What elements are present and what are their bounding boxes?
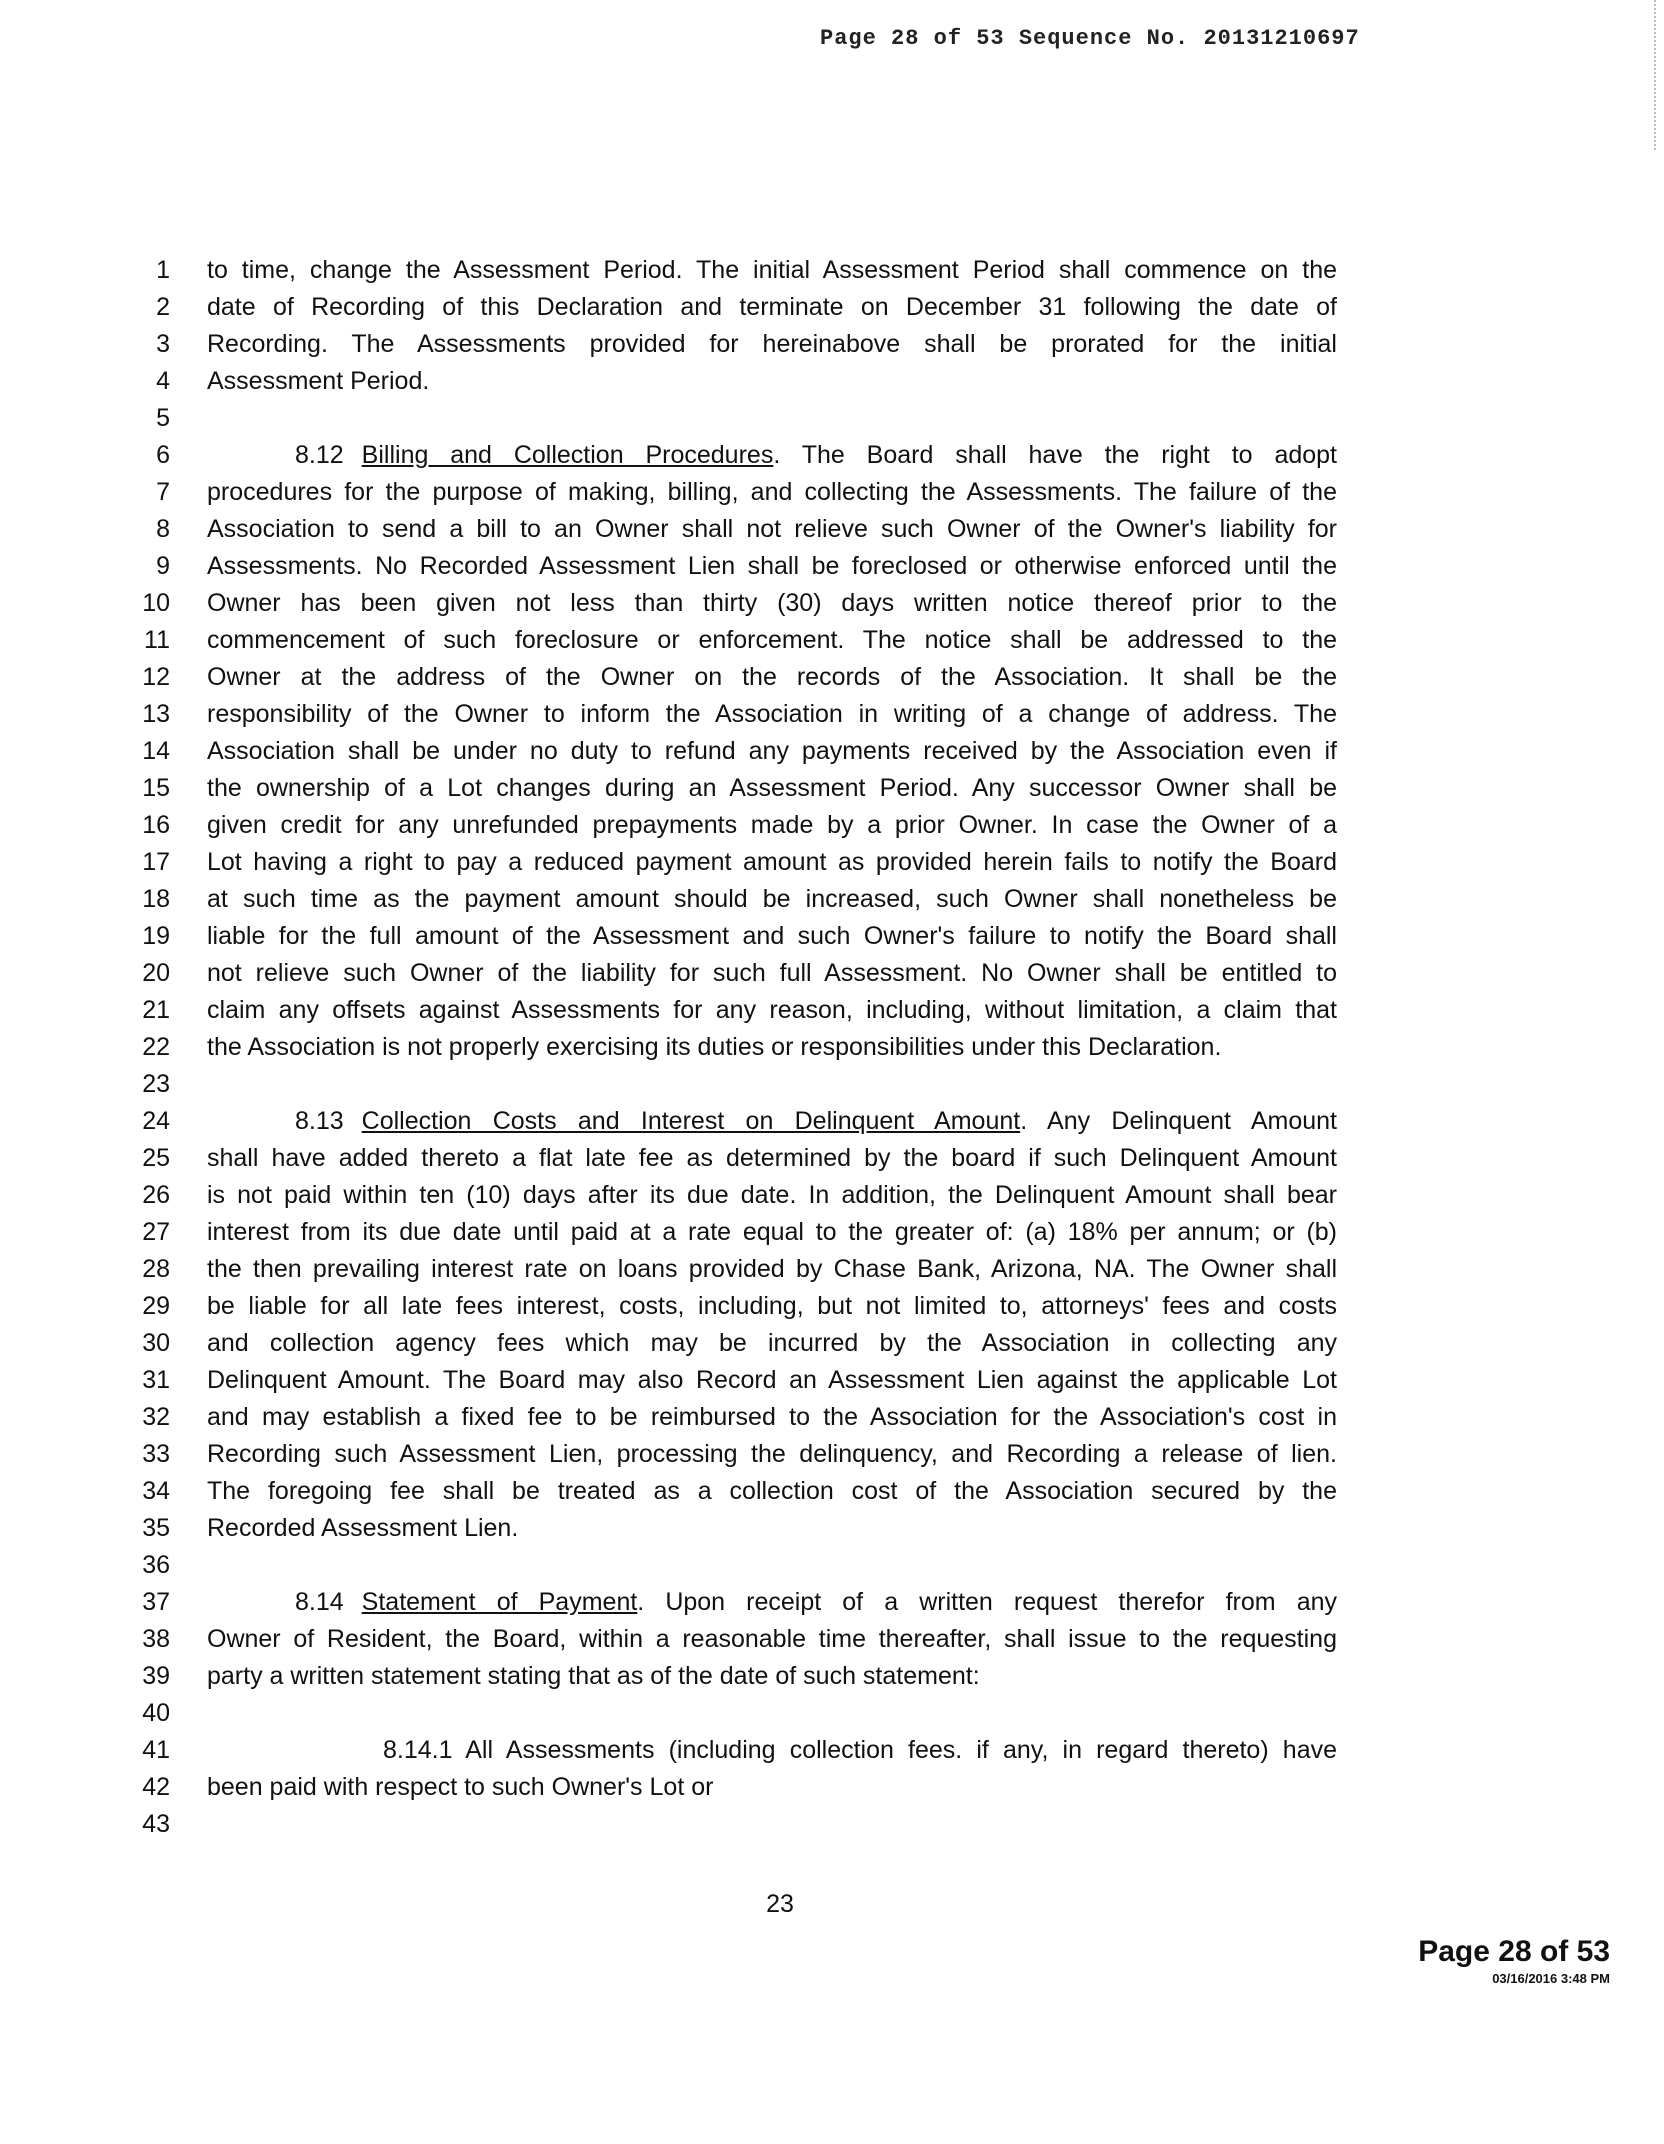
line-text xyxy=(207,1621,1337,1658)
line-body: Assessment Period. xyxy=(207,367,430,395)
document-line xyxy=(130,1732,1350,1769)
line-text xyxy=(207,1584,1337,1621)
line-text xyxy=(207,252,1337,289)
line-number: 37 xyxy=(142,1588,170,1616)
line-text xyxy=(207,1510,1337,1547)
line-body: commencement of such foreclosure or enforcement. The notice shall be addressed to the xyxy=(207,626,1337,654)
line-number: 11 xyxy=(144,626,170,654)
line-text xyxy=(207,659,1337,696)
line-number: 3 xyxy=(156,330,170,358)
document-line xyxy=(130,1214,1350,1251)
line-number: 17 xyxy=(142,848,170,876)
line-text xyxy=(207,1214,1337,1251)
line-text xyxy=(207,1251,1337,1288)
section-title: Billing and Collection Procedures xyxy=(361,441,774,469)
section-title: Collection Costs and Interest on Delinquent Amount xyxy=(361,1107,1021,1135)
line-body: shall have added thereto a flat late fee as determined by the board if such Delinquent Amount xyxy=(207,1144,1337,1172)
line-number: 34 xyxy=(142,1477,170,1505)
line-text xyxy=(207,1473,1337,1510)
line-body: the ownership of a Lot changes during an Assessment Period. Any successor Owner shall be xyxy=(207,774,1337,802)
line-number: 15 xyxy=(142,774,170,802)
line-text xyxy=(207,918,1337,955)
line-body: . Any Delinquent Amount xyxy=(1020,1107,1337,1135)
line-body: to time, change the Assessment Period. The initial Assessment Period shall commence on the xyxy=(207,256,1337,284)
line-number: 35 xyxy=(142,1514,170,1542)
document-line xyxy=(130,1288,1350,1325)
section-number: 8.14 xyxy=(295,1588,344,1616)
document-line xyxy=(130,1362,1350,1399)
line-text xyxy=(207,363,1337,400)
line-text xyxy=(207,1103,1337,1140)
line-number: 28 xyxy=(142,1255,170,1283)
line-text xyxy=(207,437,1337,474)
line-text xyxy=(207,326,1337,363)
line-number: 10 xyxy=(142,589,170,617)
line-number: 33 xyxy=(142,1440,170,1468)
document-line xyxy=(130,1103,1350,1140)
line-body: at such time as the payment amount should be increased, such Owner shall nonetheless be xyxy=(207,885,1337,913)
line-text xyxy=(207,289,1337,326)
line-text xyxy=(207,696,1337,733)
line-body: Lot having a right to pay a reduced payment amount as provided herein fails to notify the Board xyxy=(207,848,1337,876)
line-body: procedures for the purpose of making, billing, and collecting the Assessments. The failure of the xyxy=(207,478,1337,506)
line-body: Recording such Assessment Lien, processing the delinquency, and Recording a release of lien. xyxy=(207,1440,1337,1468)
line-number: 13 xyxy=(142,700,170,728)
line-text xyxy=(207,474,1337,511)
line-number: 7 xyxy=(156,478,170,506)
line-number: 22 xyxy=(142,1033,170,1061)
line-text xyxy=(207,1362,1337,1399)
line-body: Assessments. No Recorded Assessment Lien shall be foreclosed or otherwise enforced until the xyxy=(207,552,1337,580)
line-number: 20 xyxy=(142,959,170,987)
line-text xyxy=(207,1658,1337,1695)
line-number: 41 xyxy=(142,1736,170,1764)
recording-sequence-header: Page 28 of 53 Sequence No. 20131210697 xyxy=(820,26,1360,51)
line-body: and may establish a fixed fee to be reimbursed to the Association for the Association's cost in xyxy=(207,1403,1337,1431)
document-line xyxy=(130,1473,1350,1510)
line-body: date of Recording of this Declaration and terminate on December 31 following the date of xyxy=(207,293,1337,321)
document-line xyxy=(130,622,1350,659)
line-text xyxy=(207,1732,1337,1769)
line-number: 26 xyxy=(142,1181,170,1209)
line-body: . The Board shall have the right to adopt xyxy=(773,441,1337,469)
document-line xyxy=(130,696,1350,733)
line-text xyxy=(207,1288,1337,1325)
line-text xyxy=(207,992,1337,1029)
line-number: 36 xyxy=(142,1551,170,1579)
document-line xyxy=(130,1399,1350,1436)
document-line xyxy=(130,363,1350,400)
line-body: the then prevailing interest rate on loans provided by Chase Bank, Arizona, NA. The Owner shall xyxy=(207,1255,1337,1283)
line-text xyxy=(207,511,1337,548)
line-body: been paid with respect to such Owner's Lot or xyxy=(207,1773,714,1801)
line-body: Association shall be under no duty to refund any payments received by the Association even if xyxy=(207,737,1337,765)
document-line xyxy=(130,992,1350,1029)
line-body: liable for the full amount of the Assessment and such Owner's failure to notify the Board shall xyxy=(207,922,1337,950)
line-number: 43 xyxy=(142,1810,170,1838)
line-body: be liable for all late fees interest, costs, including, but not limited to, attorneys' fees and costs xyxy=(207,1292,1337,1320)
line-body: Owner of Resident, the Board, within a reasonable time thereafter, shall issue to the requesting xyxy=(207,1625,1337,1653)
line-text xyxy=(207,585,1337,622)
document-line xyxy=(130,1621,1350,1658)
line-number: 4 xyxy=(156,367,170,395)
line-body: is not paid within ten (10) days after its due date. In addition, the Delinquent Amount shall bear xyxy=(207,1181,1337,1209)
line-text xyxy=(207,1436,1337,1473)
line-body: the Association is not properly exercising its duties or responsibilities under this Declaration. xyxy=(207,1033,1222,1061)
line-number: 29 xyxy=(142,1292,170,1320)
document-line xyxy=(130,1325,1350,1362)
document-line xyxy=(130,659,1350,696)
document-body xyxy=(130,252,1350,1843)
section-title: Statement of Payment xyxy=(361,1588,638,1616)
document-line xyxy=(130,1177,1350,1214)
line-text xyxy=(207,844,1337,881)
document-line xyxy=(130,400,1350,437)
line-body: party a written statement stating that as of the date of such statement: xyxy=(207,1662,980,1690)
line-number: 31 xyxy=(142,1366,170,1394)
line-text xyxy=(207,1177,1337,1214)
line-body: Recorded Assessment Lien. xyxy=(207,1514,519,1542)
line-number: 24 xyxy=(142,1107,170,1135)
document-line xyxy=(130,511,1350,548)
line-number: 1 xyxy=(156,256,170,284)
line-text xyxy=(207,1140,1337,1177)
line-text xyxy=(207,1769,1337,1806)
document-line xyxy=(130,733,1350,770)
line-text xyxy=(207,807,1337,844)
stamp-page-count: Page 28 of 53 xyxy=(1418,1935,1610,1968)
line-body: Association to send a bill to an Owner shall not relieve such Owner of the Owner's liability for xyxy=(207,515,1337,543)
line-text xyxy=(207,881,1337,918)
document-line xyxy=(130,548,1350,585)
section-number: 8.12 xyxy=(295,441,344,469)
line-body: Recording. The Assessments provided for hereinabove shall be prorated for the initial xyxy=(207,330,1337,358)
line-body: interest from its due date until paid at a rate equal to the greater of: (a) 18% per annum; or (b) xyxy=(207,1218,1337,1246)
line-text xyxy=(207,548,1337,585)
document-line xyxy=(130,437,1350,474)
line-body: not relieve such Owner of the liability for such full Assessment. No Owner shall be entitled to xyxy=(207,959,1337,987)
document-line xyxy=(130,918,1350,955)
document-line xyxy=(130,252,1350,289)
line-text xyxy=(207,733,1337,770)
recorder-stamp xyxy=(1360,1935,1610,1986)
document-line xyxy=(130,1547,1350,1584)
stamp-datetime: 03/16/2016 3:48 PM xyxy=(1492,1971,1610,1986)
document-line xyxy=(130,289,1350,326)
line-body: given credit for any unrefunded prepayments made by a prior Owner. In case the Owner of a xyxy=(207,811,1337,839)
line-number: 42 xyxy=(142,1773,170,1801)
line-body: and collection agency fees which may be incurred by the Association in collecting any xyxy=(207,1329,1337,1357)
document-line xyxy=(130,955,1350,992)
line-number: 2 xyxy=(156,293,170,321)
line-number: 19 xyxy=(142,922,170,950)
page-number: 23 xyxy=(766,1890,794,1918)
line-number: 40 xyxy=(142,1699,170,1727)
document-line xyxy=(130,1584,1350,1621)
line-number: 16 xyxy=(142,811,170,839)
line-number: 18 xyxy=(142,885,170,913)
document-line xyxy=(130,1695,1350,1732)
document-line xyxy=(130,881,1350,918)
scan-edge-mark xyxy=(1653,0,1656,150)
document-line xyxy=(130,1029,1350,1066)
line-number: 12 xyxy=(142,663,170,691)
line-number: 21 xyxy=(142,996,170,1024)
document-line xyxy=(130,1140,1350,1177)
line-text xyxy=(207,1325,1337,1362)
document-line xyxy=(130,1436,1350,1473)
line-number: 8 xyxy=(156,515,170,543)
line-body: claim any offsets against Assessments for any reason, including, without limitation, a claim that xyxy=(207,996,1337,1024)
section-number: 8.13 xyxy=(295,1107,344,1135)
line-number: 14 xyxy=(142,737,170,765)
line-text xyxy=(207,1399,1337,1436)
document-line xyxy=(130,1066,1350,1103)
document-line xyxy=(130,326,1350,363)
document-line xyxy=(130,770,1350,807)
line-text xyxy=(207,955,1337,992)
line-number: 23 xyxy=(142,1070,170,1098)
line-body: Delinquent Amount. The Board may also Record an Assessment Lien against the applicable Lot xyxy=(207,1366,1337,1394)
document-line xyxy=(130,1251,1350,1288)
document-line xyxy=(130,1806,1350,1843)
line-number: 9 xyxy=(156,552,170,580)
line-text xyxy=(207,622,1337,659)
document-line xyxy=(130,807,1350,844)
line-body: . Upon receipt of a written request therefor from any xyxy=(637,1588,1337,1616)
document-line xyxy=(130,474,1350,511)
document-line xyxy=(130,1769,1350,1806)
line-text xyxy=(207,770,1337,807)
line-number: 39 xyxy=(142,1662,170,1690)
line-number: 30 xyxy=(142,1329,170,1357)
document-line xyxy=(130,1658,1350,1695)
line-number: 5 xyxy=(156,404,170,432)
line-body: The foregoing fee shall be treated as a collection cost of the Association secured by the xyxy=(207,1477,1337,1505)
document-line xyxy=(130,585,1350,622)
line-number: 32 xyxy=(142,1403,170,1431)
line-body: responsibility of the Owner to inform the Association in writing of a change of address. The xyxy=(207,700,1337,728)
line-number: 27 xyxy=(142,1218,170,1246)
line-number: 25 xyxy=(142,1144,170,1172)
line-number: 38 xyxy=(142,1625,170,1653)
document-line xyxy=(130,844,1350,881)
line-body: 8.14.1 All Assessments (including collection fees. if any, in regard thereto) have xyxy=(383,1736,1337,1764)
line-text xyxy=(207,1029,1337,1066)
line-body: Owner has been given not less than thirty (30) days written notice thereof prior to the xyxy=(207,589,1337,617)
line-body: Owner at the address of the Owner on the records of the Association. It shall be the xyxy=(207,663,1337,691)
document-line xyxy=(130,1510,1350,1547)
line-number: 6 xyxy=(156,441,170,469)
